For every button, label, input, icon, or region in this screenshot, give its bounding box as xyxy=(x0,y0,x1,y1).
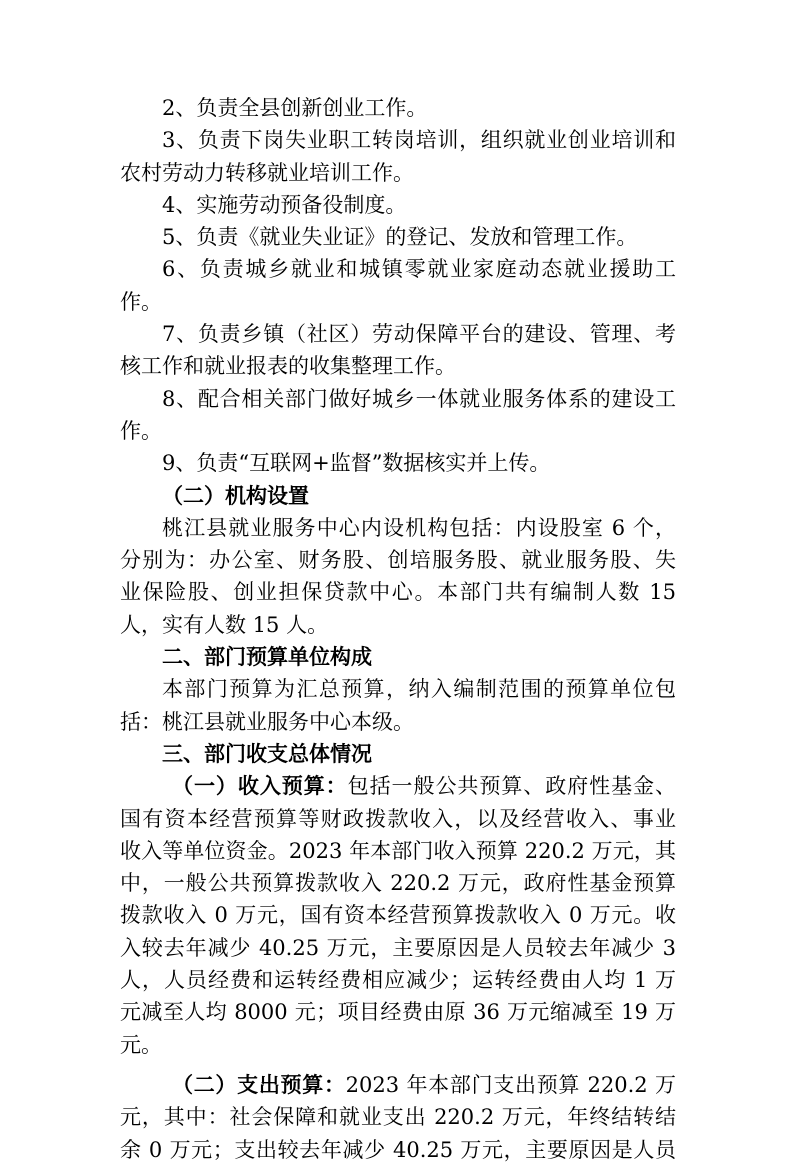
duty-item-3-line-2: 农村劳动力转移就业培训工作。 xyxy=(120,160,414,185)
revenue-para-line-7: 人，人员经费和运转经费相应减少；运转经费由人均 1 万 xyxy=(120,968,676,993)
revenue-para-line-4: 中，一般公共预算拨款收入 220.2 万元，政府性基金预算 xyxy=(120,871,676,896)
revenue-intro-text: 包括一般公共预算、政府性基金、 xyxy=(347,774,676,799)
budget-units-line-1: 本部门预算为汇总预算，纳入编制范围的预算单位包 xyxy=(162,677,676,702)
revenue-para-line-8: 元减至人均 8000 元；项目经费由原 36 万元缩减至 19 万 xyxy=(120,1000,676,1025)
institution-para-line-2: 分别为：办公室、财务股、创培服务股、就业服务股、失 xyxy=(120,548,676,573)
duty-item-4: 4、实施劳动预备役制度。 xyxy=(162,192,407,217)
document-page xyxy=(120,92,676,1166)
revenue-para-line-3: 收入等单位资金。2023 年本部门收入预算 220.2 万元，其 xyxy=(120,838,676,863)
revenue-para-line-1 xyxy=(120,770,676,802)
expenditure-subheading: （二）支出预算： xyxy=(172,1072,346,1097)
institution-para-line-1: 桃江县就业服务中心内设机构包括：内设股室 6 个， xyxy=(162,515,676,540)
duty-item-9: 9、负责“互联网+监督”数据核实并上传。 xyxy=(162,451,551,476)
heading-overall-revenue-expenditure: 三、部门收支总体情况 xyxy=(162,741,372,766)
duty-item-2: 2、负责全县创新创业工作。 xyxy=(162,96,428,120)
expenditure-para-line-3: 余 0 万元；支出较去年减少 40.25 万元，主要原因是人员 xyxy=(120,1137,676,1162)
duty-item-6-line-2: 作。 xyxy=(120,289,162,314)
revenue-subheading: （一）收入预算： xyxy=(172,774,348,799)
institution-para-line-3: 业保险股、创业担保贷款中心。本部门共有编制人数 15 xyxy=(120,580,676,605)
duty-item-6-line-1: 6、负责城乡就业和城镇零就业家庭动态就业援助工 xyxy=(162,257,676,282)
expenditure-para-line-2: 元，其中：社会保障和就业支出 220.2 万元，年终结转结 xyxy=(120,1105,676,1130)
revenue-para-line-2: 国有资本经营预算等财政拨款收入，以及经营收入、事业 xyxy=(120,806,676,831)
revenue-para-line-5: 拨款收入 0 万元，国有资本经营预算拨款收入 0 万元。收 xyxy=(120,903,676,928)
revenue-para-line-6: 入较去年减少 40.25 万元，主要原因是人员较去年减少 3 xyxy=(120,935,676,960)
heading-institution-setup: （二）机构设置 xyxy=(162,483,309,508)
duty-item-7-line-1: 7、负责乡镇（社区）劳动保障平台的建设、管理、考 xyxy=(162,322,676,347)
duty-item-8-line-2: 作。 xyxy=(120,418,162,443)
expenditure-para-line-1 xyxy=(120,1069,676,1101)
institution-para-line-4: 人，实有人数 15 人。 xyxy=(120,612,329,637)
budget-units-line-2: 括：桃江县就业服务中心本级。 xyxy=(120,709,414,734)
heading-budget-units: 二、部门预算单位构成 xyxy=(162,645,372,670)
revenue-para-line-9: 元。 xyxy=(120,1032,162,1057)
duty-item-8-line-1: 8、配合相关部门做好城乡一体就业服务体系的建设工 xyxy=(162,386,676,411)
expenditure-intro-text: 2023 年本部门支出预算 220.2 万 xyxy=(345,1072,676,1097)
duty-item-7-line-2: 核工作和就业报表的收集整理工作。 xyxy=(120,354,456,379)
duty-item-5: 5、负责《就业失业证》的登记、发放和管理工作。 xyxy=(162,225,638,250)
duty-item-3-line-1: 3、负责下岗失业职工转岗培训，组织就业创业培训和 xyxy=(162,128,676,153)
